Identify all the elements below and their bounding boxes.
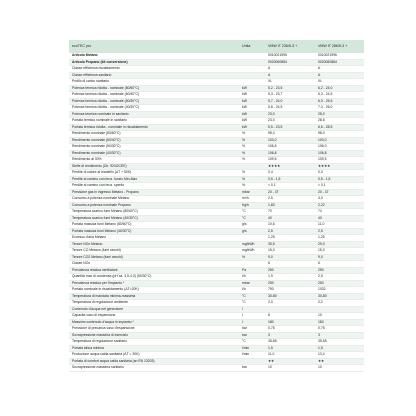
- row-unit: l/h: [239, 287, 265, 294]
- row-value-model-a: 2,5: [265, 228, 315, 235]
- row-label: Rendimento nominale (80/60°C): [69, 131, 239, 138]
- row-label: Portata nominale in riscaldamento (ΔT=20K): [69, 287, 239, 294]
- row-unit: mg/kWh: [239, 248, 265, 255]
- row-label: Tenore CO Metano (fumi secchi): [69, 248, 239, 255]
- row-value-model-a: A: [265, 66, 315, 73]
- row-value-model-b: 250: [315, 267, 364, 274]
- row-value-model-a: 1,5: [265, 345, 315, 352]
- row-value-model-a: 0,5 - 1,5: [265, 176, 315, 183]
- row-label: Rendimento nominale (50/30°C): [69, 144, 239, 151]
- row-label: Potenza termica nominale in sanitario: [69, 111, 239, 118]
- row-value-model-a: 5,8 - 24,5: [265, 105, 315, 112]
- row-value-model-a: 1,83: [265, 202, 315, 209]
- row-label: Profilo di carico sanitario: [69, 79, 239, 86]
- row-value-model-b: 106,0: [315, 144, 364, 151]
- row-unit: m³/h: [239, 196, 265, 203]
- row-value-model-a: 6: [265, 261, 315, 268]
- row-value-model-b: 1,25: [315, 235, 364, 242]
- row-unit: l: [239, 313, 265, 320]
- header-model-b: VMW IT 286/5-3 +: [318, 43, 348, 48]
- row-unit: Pa: [239, 267, 265, 274]
- row-unit: kW: [239, 85, 265, 92]
- row-unit: %: [239, 137, 265, 144]
- row-value-model-b: 11,0: [315, 222, 364, 229]
- row-value-model-b: 6: [315, 261, 364, 268]
- row-value-model-b: 20 - 37: [315, 189, 364, 196]
- row-value-model-a: 2,0: [265, 300, 315, 307]
- row-label: Portata di comfort acqua calda sanitaria (sn EN 13203): [69, 358, 239, 365]
- row-label: Potenza termica ridotta - nominale (40/30°C): [69, 105, 239, 112]
- row-label: Classe NOx: [69, 261, 239, 268]
- row-label: Pressione gas in ingresso Metano - Propano: [69, 189, 239, 196]
- row-value-model-b: 35-65: [315, 339, 364, 346]
- row-label: Prevalenza residua per l'impianto *: [69, 280, 239, 287]
- row-label: Potenza termica ridotta - nominale (80/60°C): [69, 85, 239, 92]
- row-value-model-a: 1,9: [265, 274, 315, 281]
- row-label: Classe efficienza riscaldamento: [69, 66, 239, 73]
- row-value-model-b: ★★★★: [315, 163, 364, 170]
- row-value-model-a: 30-80: [265, 293, 315, 300]
- row-value-model-b: 10: [315, 365, 364, 372]
- row-value-model-b: ★★: [315, 358, 364, 365]
- row-value-model-b: 6,2 - 24,0: [315, 85, 364, 92]
- row-value-model-a: A: [265, 72, 315, 79]
- row-unit: g/s: [239, 222, 265, 229]
- row-label: Perdite al camino con brus. spento: [69, 183, 239, 190]
- row-unit: bar: [239, 365, 265, 372]
- row-value-model-a: 250: [265, 280, 315, 287]
- row-unit: %: [239, 176, 265, 183]
- row-value-model-a: 10: [265, 365, 315, 372]
- row-unit: %: [239, 254, 265, 261]
- row-label: Sovrapressione massima di esercizio: [69, 332, 239, 339]
- row-unit: %: [239, 144, 265, 151]
- row-label: Classe efficienza sanitario: [69, 72, 239, 79]
- row-label: Massimo contenuto d'acqua in impianto *: [69, 319, 239, 326]
- row-value-model-b: < 0,1: [315, 183, 364, 190]
- row-label: Rendimento nominale (60/40°C): [69, 137, 239, 144]
- row-label: Tenore CO2 Metano (fumi secchi): [69, 254, 239, 261]
- row-value-model-a: 106,5: [265, 144, 315, 151]
- row-unit: °C: [239, 339, 265, 346]
- row-value-model-b: 6,9 - 25,5: [315, 98, 364, 105]
- row-value-model-b: 2,22: [315, 202, 364, 209]
- table-row: [69, 365, 364, 372]
- row-unit: mbar: [239, 189, 265, 196]
- row-value-model-a: 103,0: [265, 137, 315, 144]
- row-value-model-a: 5,2 - 23,5: [265, 85, 315, 92]
- row-value-model-a: 3: [265, 332, 315, 339]
- header-unit: Unità: [242, 43, 251, 48]
- row-value-model-a: 98,4: [265, 131, 315, 138]
- row-unit: l: [239, 306, 265, 313]
- spec-table: [69, 40, 364, 372]
- row-unit: g/s: [239, 228, 265, 235]
- row-label: Consumo a potenza nominale Metano: [69, 196, 239, 203]
- row-unit: kW: [239, 111, 265, 118]
- row-value-model-b: 106,8: [315, 150, 364, 157]
- row-value-model-a: 23,0: [265, 111, 315, 118]
- row-value-model-b: 28,6: [315, 118, 364, 125]
- row-value-model-b: 40: [315, 215, 364, 222]
- row-unit: Kg/h: [239, 202, 265, 209]
- row-unit: %: [239, 170, 265, 177]
- row-unit: kW: [239, 124, 265, 131]
- row-value-model-a: 0010021995: [265, 53, 315, 59]
- row-label: Prevalenza residua ventilatore: [69, 267, 239, 274]
- row-unit: l/h: [239, 274, 265, 281]
- row-value-model-a: 250: [265, 267, 315, 274]
- row-label: Quantità max di condensa (pH ca. 3,5-4,0) (50/30°C): [69, 274, 239, 281]
- row-label: Temperatura di mandata minima-massima: [69, 293, 239, 300]
- row-value-model-b: 1,5: [315, 345, 364, 352]
- row-unit: °C: [239, 293, 265, 300]
- row-label: Pressione di precarica vaso d'espansione: [69, 326, 239, 333]
- row-value-model-b: 28,0: [315, 111, 364, 118]
- row-value-model-a: 10,6: [265, 222, 315, 229]
- row-label: Rendimento nominale (40/30°C): [69, 150, 239, 157]
- row-value-model-a: ★★: [265, 358, 315, 365]
- row-unit: l: [239, 319, 265, 326]
- spec-sheet: [69, 40, 364, 372]
- row-value-model-b: 98,0: [315, 131, 364, 138]
- row-value-model-b: 2,2: [315, 300, 364, 307]
- row-label: Portata termica nominale in sanitario: [69, 118, 239, 125]
- row-value-model-b: 13,4: [315, 352, 364, 359]
- row-unit: kW: [239, 118, 265, 125]
- row-value-model-b: A: [315, 66, 364, 73]
- row-value-model-b: 1032: [315, 287, 364, 294]
- row-value-model-a: XL: [265, 79, 315, 86]
- row-label: Temperatura scarico fumi Metano (80/60°C): [69, 209, 239, 216]
- row-unit: %: [239, 131, 265, 138]
- row-value-model-a: ★★★★: [265, 163, 315, 170]
- row-value-model-b: 30-80: [315, 293, 364, 300]
- table-header-row: [69, 40, 364, 53]
- row-value-model-a: 5,5 - 23,5: [265, 124, 315, 131]
- row-unit: °C: [239, 215, 265, 222]
- row-label: Contenuto d'acqua nel generatore: [69, 306, 239, 313]
- row-label: Produzione acqua calda sanitaria (ΔT = 30K): [69, 352, 239, 359]
- row-unit: %: [239, 183, 265, 190]
- row-value-model-b: 0,3: [315, 170, 364, 177]
- row-value-model-b: 0020060884: [315, 59, 364, 66]
- row-unit: kW: [239, 92, 265, 99]
- row-value-model-b: 250: [315, 280, 364, 287]
- row-label: Eccesso d'aria Metano: [69, 235, 239, 242]
- row-value-model-a: 8: [265, 313, 315, 320]
- row-value-model-a: 70: [265, 209, 315, 216]
- row-label: Sovrapressione massima sanitario: [69, 365, 239, 372]
- row-value-model-a: < 0,1: [265, 183, 315, 190]
- row-value-model-b: 180: [315, 319, 364, 326]
- row-label: Portata massica fumi Metano (40/30°C): [69, 228, 239, 235]
- row-value-model-b: 2,5: [315, 228, 364, 235]
- row-value-model-a: 35-65: [265, 339, 315, 346]
- row-label: Stelle di rendimento (Dir. 92/42CEE): [69, 163, 239, 170]
- row-value-model-a: 40: [265, 215, 315, 222]
- spec-table-body: [69, 53, 364, 371]
- row-value-model-a: 0020060884: [265, 59, 315, 66]
- row-value-model-b: 10: [315, 313, 364, 320]
- row-value-model-a: 20 - 37: [265, 189, 315, 196]
- row-value-model-a: 1,25: [265, 235, 315, 242]
- row-value-model-a: 180: [265, 319, 315, 326]
- row-value-model-a: 35,5: [265, 241, 315, 248]
- row-value-model-a: 790: [265, 287, 315, 294]
- row-value-model-b: 6,3 - 24,5: [315, 92, 364, 99]
- row-label: Tenore NOx Metano: [69, 241, 239, 248]
- row-label: Articolo Propano (kit conversione): [69, 59, 239, 66]
- row-unit: kW: [239, 105, 265, 112]
- row-value-model-a: 5,7 - 24,0: [265, 98, 315, 105]
- row-value-model-a: 23,0: [265, 118, 315, 125]
- row-value-model-b: 0,5 - 1,5: [315, 176, 364, 183]
- row-value-model-a: 11,0: [265, 352, 315, 359]
- row-unit: l/min: [239, 345, 265, 352]
- row-label: Consumo a potenza nominale Propano: [69, 202, 239, 209]
- row-unit: mbar: [239, 280, 265, 287]
- row-label: Temperatura scarico fumi Metano (40/30°C): [69, 215, 239, 222]
- row-value-model-b: 3: [315, 332, 364, 339]
- header-model-a: VMW IT 236/5-3 +: [268, 43, 298, 48]
- row-value-model-a: 2,5: [265, 196, 315, 203]
- row-label: Rendimento al 30%: [69, 157, 239, 164]
- row-value-model-a: 15,0: [265, 248, 315, 255]
- row-value-model-a: 0,4: [265, 170, 315, 177]
- header-brand: ecoTEC pro: [72, 43, 92, 48]
- row-value-model-b: 0010021996: [315, 53, 364, 59]
- row-unit: kW: [239, 98, 265, 105]
- row-value-model-a: 106,8: [265, 150, 315, 157]
- row-label: Capacità vaso di espansione: [69, 313, 239, 320]
- row-label: Portata termica ridotta - nominale in riscaldamento: [69, 124, 239, 131]
- row-label: Potenza termica ridotta - nominale (60/40°C): [69, 92, 239, 99]
- row-unit: l/min: [239, 352, 265, 359]
- row-value-model-a: 0,75: [265, 326, 315, 333]
- row-value-model-b: 29,0: [315, 241, 364, 248]
- row-unit: bar: [239, 326, 265, 333]
- row-label: Temperatura di regolazione ambiente: [69, 300, 239, 307]
- row-value-model-b: 7,0 - 26,0: [315, 105, 364, 112]
- row-unit: mg/kWh: [239, 241, 265, 248]
- row-value-model-b: 2,5: [315, 274, 364, 281]
- row-value-model-a: 109,5: [265, 157, 315, 164]
- row-value-model-b: 74: [315, 209, 364, 216]
- row-unit: %: [239, 150, 265, 157]
- row-unit: %: [239, 157, 265, 164]
- row-label: Portata idrica minima: [69, 345, 239, 352]
- row-label: Perdite di calore al mantello (ΔT + 50K): [69, 170, 239, 177]
- row-value-model-b: 3,0: [315, 196, 364, 203]
- row-value-model-b: 0,75: [315, 326, 364, 333]
- row-unit: °C: [239, 300, 265, 307]
- row-label: Temperatura di regolazione sanitario: [69, 339, 239, 346]
- row-value-model-b: 9,0: [315, 254, 364, 261]
- row-label: Perdite al camino con brus. funzio Min-Max: [69, 176, 239, 183]
- row-unit: bar: [239, 332, 265, 339]
- row-value-model-b: A: [315, 72, 364, 79]
- row-label: Potenza termica ridotta - nominale (50/30°C): [69, 98, 239, 105]
- row-value-model-b: 6,6 - 28,5: [315, 124, 364, 131]
- row-value-model-a: 5,3 - 23,7: [265, 92, 315, 99]
- row-value-model-b: XL: [315, 79, 364, 86]
- row-value-model-b: 109,5: [315, 157, 364, 164]
- row-value-model-b: 103,0: [315, 137, 364, 144]
- row-value-model-a: 9,0: [265, 254, 315, 261]
- row-label: Articolo Metano: [69, 53, 239, 59]
- row-label: Portata massica fumi Metano (80/60°C): [69, 222, 239, 229]
- row-unit: °C: [239, 209, 265, 216]
- row-value-model-b: 15,0: [315, 248, 364, 255]
